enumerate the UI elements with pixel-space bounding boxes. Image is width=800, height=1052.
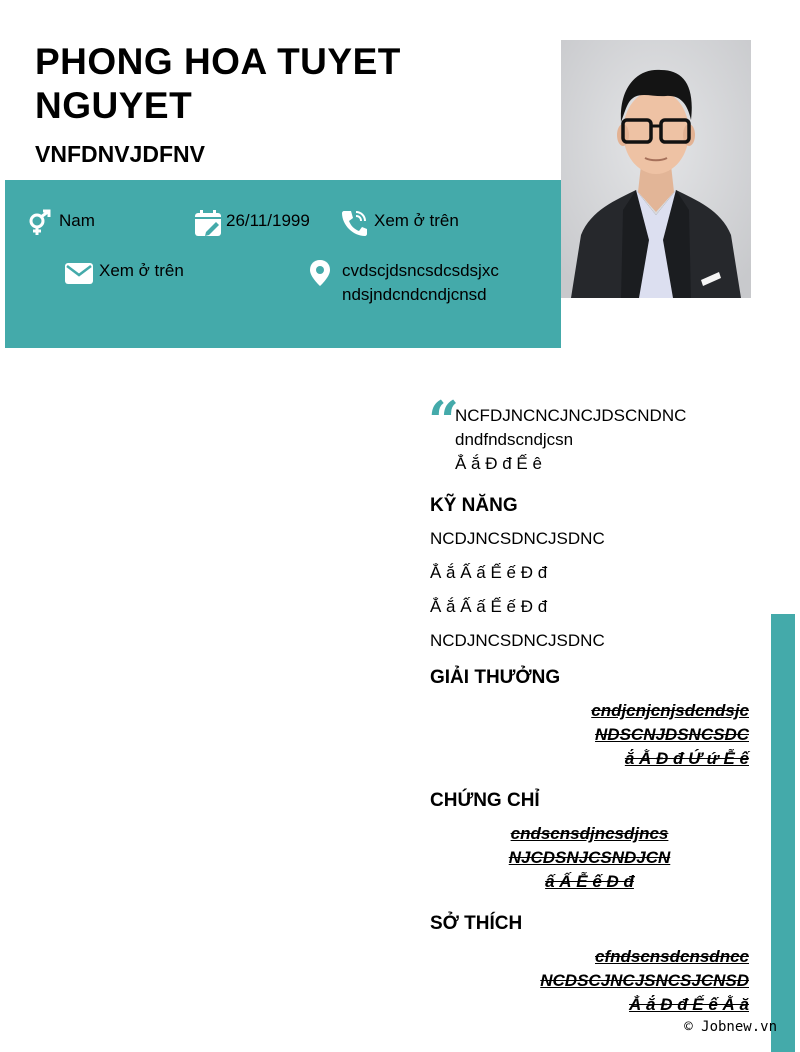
hobby-line: NCDSCJNCJSNCSJCNSD <box>540 971 749 990</box>
skill-item: Ẳ ắ Ấ ấ Ế ế Đ đ <box>430 563 548 582</box>
email-icon <box>65 259 93 287</box>
phone-icon <box>340 209 368 237</box>
skill-item: Ẳ ắ Ấ ấ Ế ế Đ đ <box>430 597 548 616</box>
skills-title: KỸ NĂNG <box>430 495 518 516</box>
hobbies-title: SỞ THÍCH <box>430 913 523 934</box>
job-title: VNFDNVJDFNV <box>35 141 205 167</box>
birthday-value: 26/11/1999 <box>226 211 310 230</box>
phone-value: Xem ở trên <box>374 211 459 230</box>
certificates-title: CHỨNG CHỈ <box>430 790 540 811</box>
contact-email <box>65 259 184 287</box>
candidate-name: PHONG HOA TUYET NGUYET <box>35 41 401 126</box>
contact-phone <box>340 209 459 237</box>
quote-line: dndfndscndjcsn <box>455 430 574 449</box>
gender-value: Nam <box>59 211 95 230</box>
address-line-2: ndsjndcndcndjcnsd <box>342 285 487 304</box>
certificate-line: cndscnsdjncsdjncs <box>510 824 669 843</box>
contact-gender <box>25 209 95 237</box>
quote-line: NCFDJNCNCJNCJDSCNDNC <box>455 406 687 425</box>
calendar-icon <box>194 209 222 237</box>
address-line-1: cvdscjdsncsdcsdsjxc <box>342 261 499 280</box>
certificate-line: NJCDSNJCSNDJCN <box>508 848 671 867</box>
profile-photo <box>561 40 751 298</box>
accent-bar <box>771 614 795 1052</box>
quote-line: Ẳ ắ Đ đ Ế ê <box>455 454 542 473</box>
objective-quote <box>455 404 755 476</box>
award-line: NDSCNJDSNCSDC <box>595 725 749 744</box>
hobby-line: cfndscnsdcnsdncc <box>595 947 749 966</box>
awards-title: GIẢI THƯỞNG <box>430 667 561 688</box>
location-icon <box>306 259 334 287</box>
certificate-line: ấ Ấ Ễ ế Đ đ <box>545 872 634 891</box>
award-line: cndjcnjcnjsdcndsjc <box>591 701 749 720</box>
address-value <box>342 259 499 307</box>
certificates-content <box>430 822 749 894</box>
quote-icon: “ <box>428 389 460 453</box>
award-line: ắ Ằ Đ đ Ứ ứ Ễ ế <box>624 749 749 768</box>
contact-birthday <box>194 209 310 237</box>
email-value: Xem ở trên <box>99 261 184 280</box>
skill-item: NCDJNCSDNCJSDNC <box>430 529 605 548</box>
contact-panel <box>5 180 561 348</box>
copyright-footer: © Jobnew.vn <box>684 1019 777 1035</box>
awards-content <box>430 699 749 771</box>
hobbies-content <box>430 945 749 1017</box>
skill-item: NCDJNCSDNCJSDNC <box>430 631 605 650</box>
hobby-line: Ẳ ắ Đ đ Ế ế Ằ ă <box>629 995 749 1014</box>
contact-address <box>306 259 499 307</box>
gender-icon <box>25 209 53 237</box>
